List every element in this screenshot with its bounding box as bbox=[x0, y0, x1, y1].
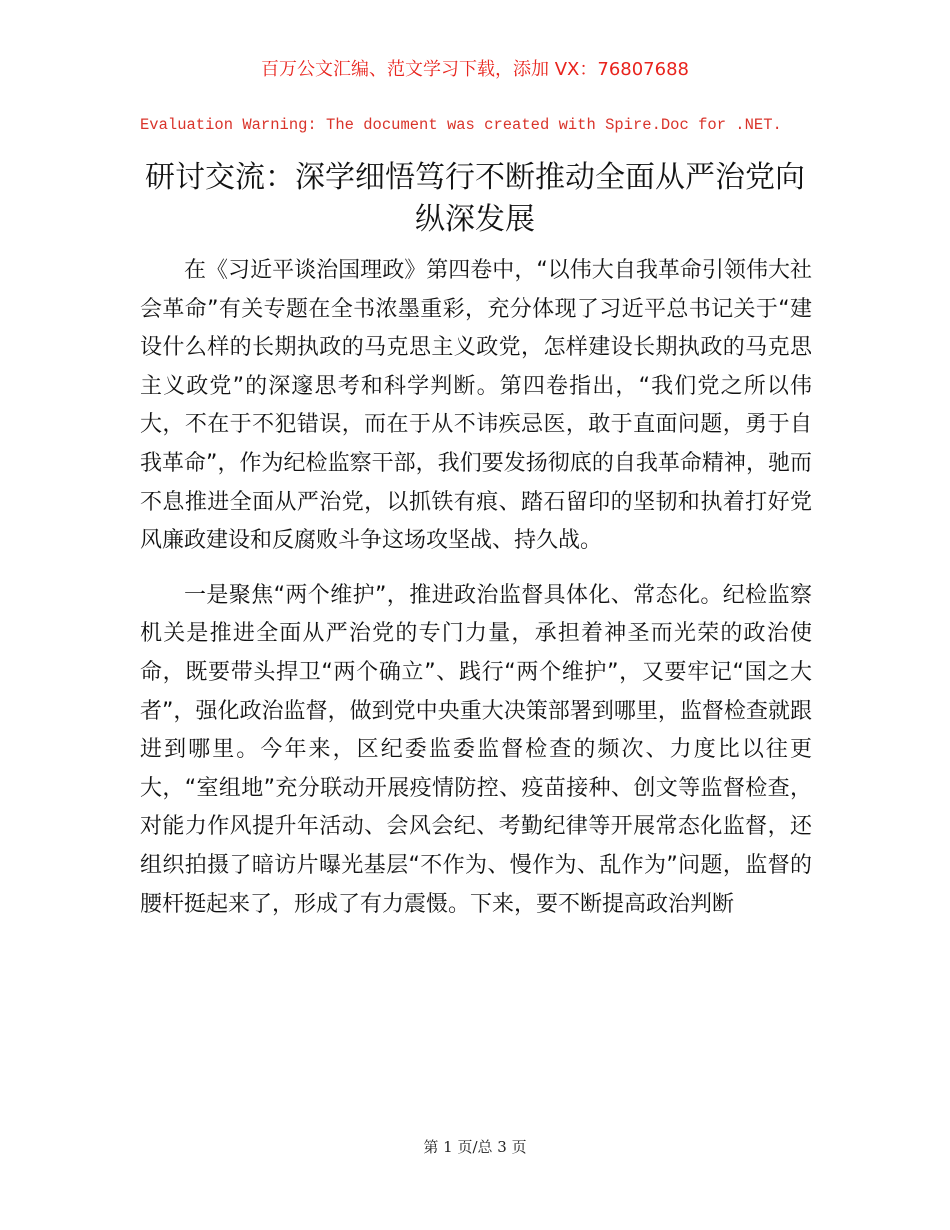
evaluation-warning: Evaluation Warning: The document was created with Spire.Doc for .NET. bbox=[140, 116, 782, 134]
document-title: 研讨交流：深学细悟笃行不断推动全面从严治党向纵深发展 bbox=[145, 160, 805, 237]
paragraph-intro: 在《习近平谈治国理政》第四卷中，“以伟大自我革命引领伟大社会革命”有关专题在全书浓墨重彩，充分体现了习近平总书记关于“建设什么样的长期执政的马克思主义政党，怎样建设长期执政的马克思主义政党”的深邃思考和科学判断。第四卷指出，“我们党之所以伟大，不在于不犯错误，而在于从不讳疾忌医，敢于直面问题，勇于自我革命”，作为纪检监察干部，我们要发扬彻底的自我革命精神，驰而不息推进全面从严治党，以抓铁有痕、踏石留印的坚韧和执着打好党风廉政建设和反腐败斗争这场攻坚战、持久战。 bbox=[140, 258, 812, 554]
page-number-footer: 第 1 页/总 3 页 bbox=[423, 1138, 527, 1156]
header-banner: 百万公文汇编、范文学习下载，添加 VX：76807688 bbox=[261, 59, 689, 80]
paragraph-point-one: 一是聚焦“两个维护”，推进政治监督具体化、常态化。纪检监察机关是推进全面从严治党的专门力量，承担着神圣而光荣的政治使命，既要带头捍卫“两个确立”、践行“两个维护”，又要牢记“国之大者”，强化政治监督，做到党中央重大决策部署到哪里，监督检查就跟进到哪里。今年来，区纪委监委监督检查的频次、力度比以往更大，“室组地”充分联动开展疫情防控、疫苗接种、创文等监督检查，对能力作风提升年活动、会风会纪、考勤纪律等开展常态化监督，还组织拍摄了暗访片曝光基层“不作为、慢作为、乱作为”问题，监督的腰杆挺起来了，形成了有力震慑。下来，要不断提高政治判断 bbox=[140, 582, 812, 917]
document-body bbox=[140, 252, 812, 924]
